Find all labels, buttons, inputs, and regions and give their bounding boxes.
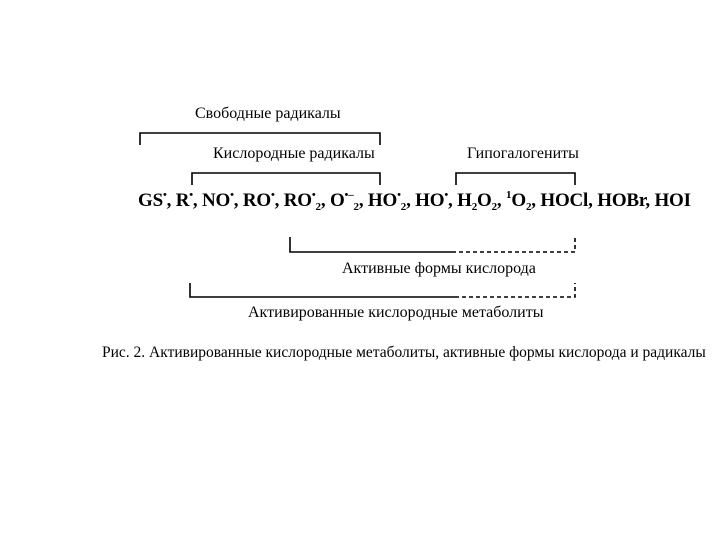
free-radicals-bracket	[140, 133, 380, 145]
species-no: NO•	[202, 189, 234, 211]
aom-bracket-solid	[190, 283, 455, 297]
species-ro: RO•	[242, 189, 275, 211]
species-hobr: HOBr	[597, 190, 646, 211]
label-hypohalogenites: Гипогалогениты	[467, 145, 579, 162]
species-superoxide: $O^{•-}_2$	[329, 189, 359, 213]
label-oxygen-radicals: Кислородные радикалы	[213, 145, 375, 162]
label-activated-oxygen-metabolites: Активированные кислородные метаболиты	[248, 304, 544, 321]
oxygen-radicals-bracket	[192, 173, 380, 185]
figure-caption: Рис. 2. Активированные кислородные метаболиты, активные формы кислорода и радикалы	[102, 344, 706, 361]
species-formula: GS•, R•, NO•, RO•, $RO^•_2$, $O^{•-}_2$, $HO^•_2$, HO•, $H_2O_2$, $^1O_2$, HOCl, HOBr, HOI	[138, 189, 691, 213]
species-gs: GS•	[138, 189, 167, 211]
label-reactive-oxygen-species: Активные формы кислорода	[342, 260, 536, 277]
hypohalogenites-bracket	[456, 173, 575, 185]
ros-bracket-dashed	[452, 237, 575, 252]
species-singlet-oxygen: $^1O_2$	[506, 189, 532, 213]
species-hoi: HOI	[654, 190, 691, 211]
species-hocl: HOCl	[540, 190, 589, 211]
species-ro2: $RO^•_2$	[283, 189, 321, 213]
species-ho: HO•	[415, 189, 448, 211]
species-h2o2: $H_2O_2$	[457, 190, 497, 213]
species-r: R•	[175, 189, 193, 211]
aom-bracket-dashed	[455, 283, 575, 297]
species-ho2: $HO^•_2$	[367, 189, 407, 213]
label-free-radicals: Свободные радикалы	[195, 105, 341, 122]
ros-bracket-solid	[290, 237, 452, 252]
